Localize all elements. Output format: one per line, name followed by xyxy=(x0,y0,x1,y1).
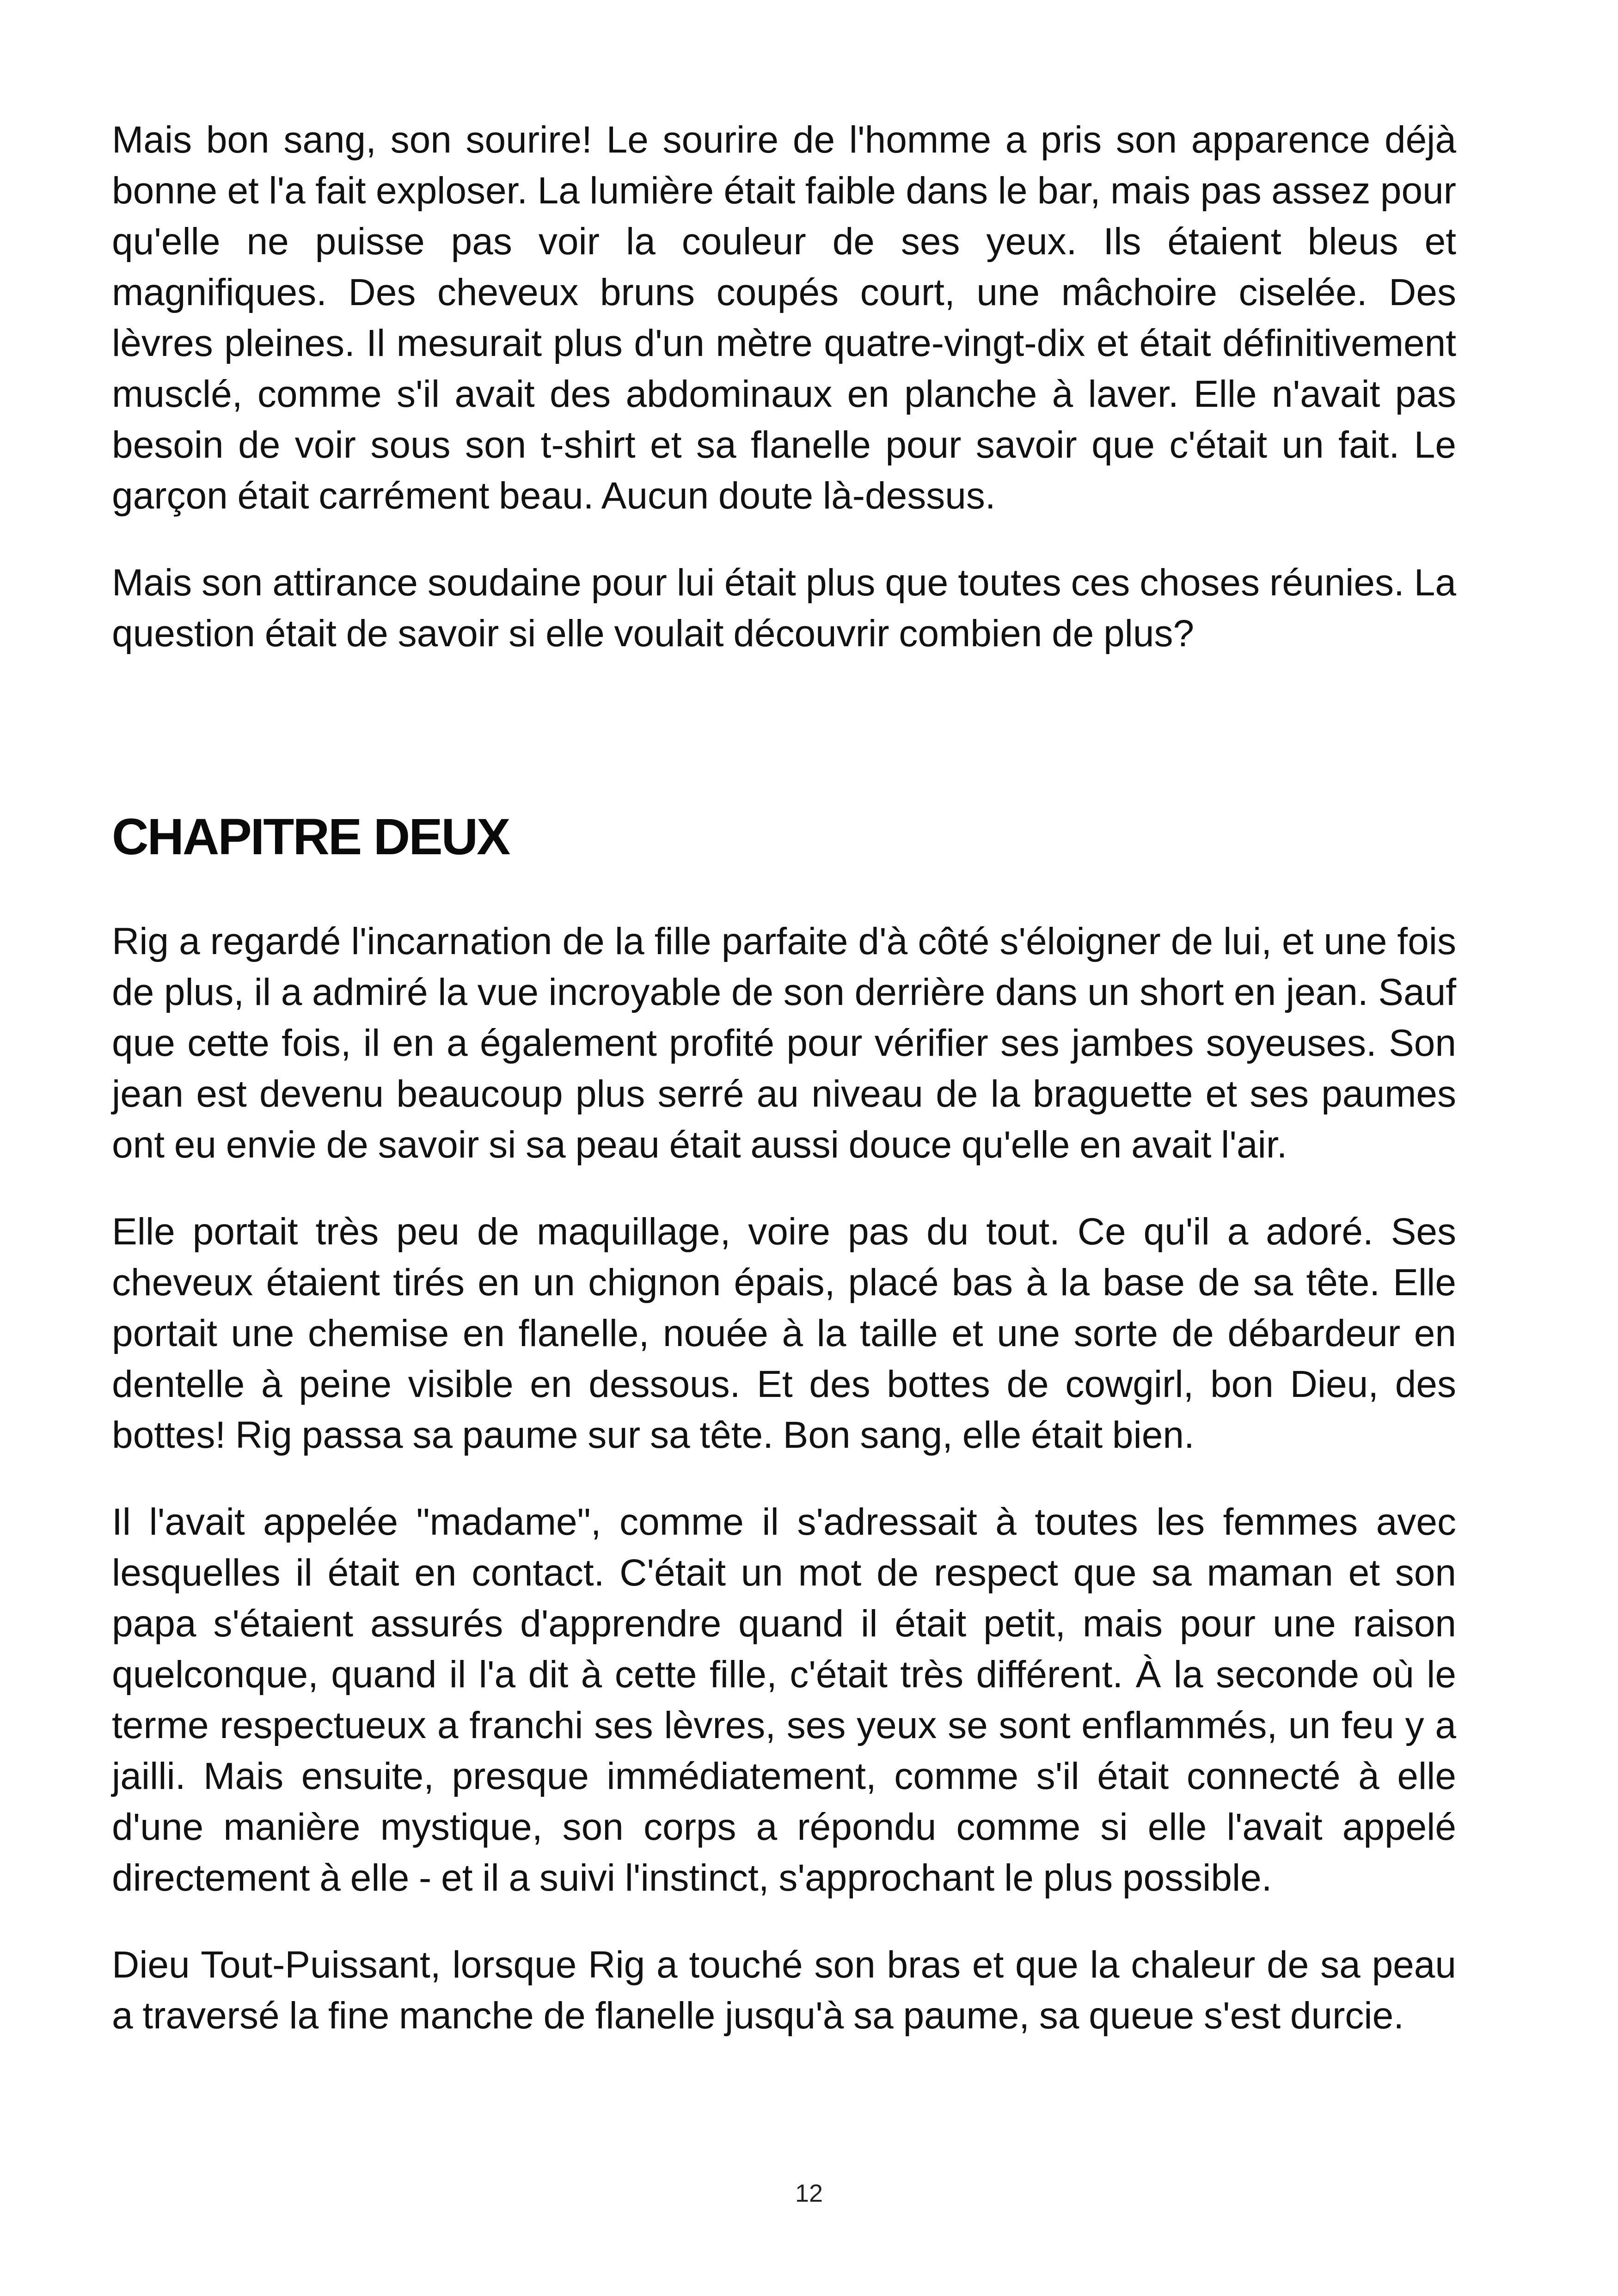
paragraph: Mais son attirance soudaine pour lui était plus que toutes ces choses réunies. La question était de savoir si elle voulait découvrir combien de plus? xyxy=(112,562,1456,655)
chapter-title: CHAPITRE DEUX xyxy=(112,808,509,865)
paragraph: Il l'avait appelée "madame", comme il s'adressait à toutes les femmes avec lesquelles il était en contact. C'était un mot de respect que sa maman et son papa s'étaient assurés d'apprendre quand il était petit, mais pour une raison quelconque, quand il l'a dit à cette fille, c'était très différent. À la seconde où le terme respectueux a franchi ses lèvres, ses yeux se sont enflammés, un feu y a jailli. Mais ensuite, presque immédiatement, comme s'il était connecté à elle d'une manière mystique, son corps a répondu comme si elle l'avait appelé directement à elle - et il a suivi l'instinct, s'approchant le plus possible. xyxy=(112,1501,1456,1899)
paragraph: Dieu Tout-Puissant, lorsque Rig a touché son bras et que la chaleur de sa peau a traversé la fine manche de flanelle jusqu'à sa paume, sa queue s'est durcie. xyxy=(112,1944,1456,2037)
paragraph: Rig a regardé l'incarnation de la fille parfaite d'à côté s'éloigner de lui, et une fois de plus, il a admiré la vue incroyable de son derrière dans un short en jean. Sauf que cette fois, il en a également profité pour vérifier ses jambes soyeuses. Son jean est devenu beaucoup plus serré au niveau de la braguette et ses paumes ont eu envie de savoir si sa peau était aussi douce qu'elle en avait l'air. xyxy=(112,920,1456,1166)
paragraph: Elle portait très peu de maquillage, voire pas du tout. Ce qu'il a adoré. Ses cheveux étaient tirés en un chignon épais, placé bas à la base de sa tête. Elle portait une chemise en flanelle, nouée à la taille et une sorte de débardeur en dentelle à peine visible en dessous. Et des bottes de cowgirl, bon Dieu, des bottes! Rig passa sa paume sur sa tête. Bon sang, elle était bien. xyxy=(112,1211,1456,1456)
page-body xyxy=(112,115,1456,2041)
paragraph: Mais bon sang, son sourire! Le sourire de l'homme a pris son apparence déjà bonne et l'a fait exploser. La lumière était faible dans le bar, mais pas assez pour qu'elle ne puisse pas voir la couleur de ses yeux. Ils étaient bleus et magnifiques. Des cheveux bruns coupés court, une mâchoire ciselée. Des lèvres pleines. Il mesurait plus d'un mètre quatre-vingt-dix et était définitivement musclé, comme s'il avait des abdominaux en planche à laver. Elle n'avait pas besoin de voir sous son t-shirt et sa flanelle pour savoir que c'était un fait. Le garçon était carrément beau. Aucun doute là-dessus. xyxy=(112,119,1456,517)
page-number: 12 xyxy=(795,2180,823,2207)
